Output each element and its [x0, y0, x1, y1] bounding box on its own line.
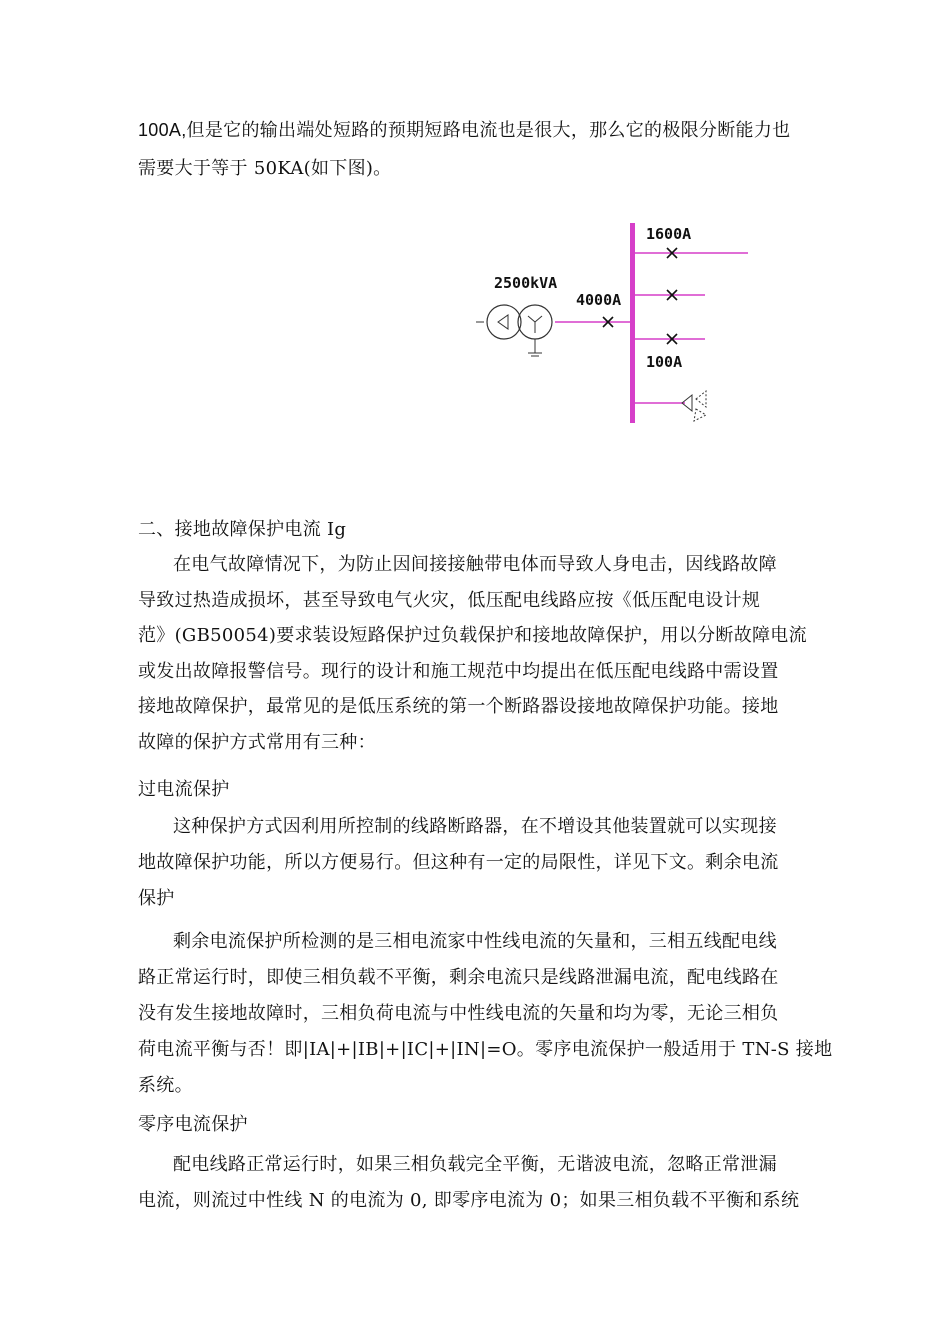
subheading: 零序电流保护 [138, 1114, 248, 1135]
paragraph-line: 没有发生接地故障时，三相负荷电流与中性线电流的矢量和均为零，无论三相负 [138, 1003, 779, 1024]
paragraph-line: 保护 [138, 888, 175, 909]
paragraph-line: 电流，则流过中性线 N 的电流为 0, 即零序电流为 0；如果三相负载不平衡和系统 [138, 1190, 800, 1211]
paragraph-line: 地故障保护功能，所以方便易行。但这种有一定的局限性，详见下文。剩余电流 [138, 852, 779, 873]
transformer-label: 2500kVA [494, 274, 558, 292]
paragraph-line: 配电线路正常运行时，如果三相负载完全平衡，无谐波电流，忽略正常泄漏 [173, 1154, 777, 1175]
paragraph-line: 或发出故障报警信号。现行的设计和施工规范中均提出在低压配电线路中需设置 [138, 661, 779, 682]
paragraph-line: 在电气故障情况下，为防止因间接接触带电体而导致人身电击，因线路故障 [173, 554, 777, 575]
paragraph-line: 接地故障保护，最常见的是低压系统的第一个断路器设接地故障保护功能。接地 [138, 696, 779, 717]
load-symbol [682, 391, 706, 421]
single-line-diagram [470, 215, 760, 435]
feeder-top-label: 1600A [646, 225, 692, 243]
paragraph-line: 需要大于等于 50KA(如下图)。 [138, 158, 392, 179]
paragraph-line: 路正常运行时，即使三相负载不平衡，剩余电流只是线路泄漏电流，配电线路在 [138, 967, 779, 988]
paragraph-line: 故障的保护方式常用有三种： [138, 732, 376, 753]
paragraph-line: 导致过热造成损坏，甚至导致电气火灾，低压配电线路应按《低压配电设计规 [138, 590, 761, 611]
paragraph-line: 这种保护方式因利用所控制的线路断路器，在不增设其他装置就可以实现接 [173, 816, 777, 837]
paragraph-line: 系统。 [138, 1075, 193, 1096]
subheading: 过电流保护 [138, 779, 230, 800]
busbar [630, 223, 635, 423]
paragraph-line: 100A,但是它的输出端处短路的预期短路电流也是很大，那么它的极限分断能力也 [138, 120, 791, 140]
transformer-symbol [487, 305, 552, 356]
diagram-svg [470, 215, 760, 435]
feeder-bottom-label: 100A [646, 353, 683, 371]
section-heading: 二、接地故障保护电流 Ig [138, 519, 347, 540]
paragraph-line: 剩余电流保护所检测的是三相电流家中性线电流的矢量和，三相五线配电线 [173, 931, 777, 952]
paragraph-line: 范》(GB50054)要求装设短路保护过负载保护和接地故障保护，用以分断故障电流 [138, 625, 807, 646]
main-breaker-label: 4000A [576, 291, 622, 309]
paragraph-line: 荷电流平衡与否！即|IA|+|IB|+|IC|+|IN|=O。零序电流保护一般适用于 TN-S 接地 [138, 1039, 833, 1060]
